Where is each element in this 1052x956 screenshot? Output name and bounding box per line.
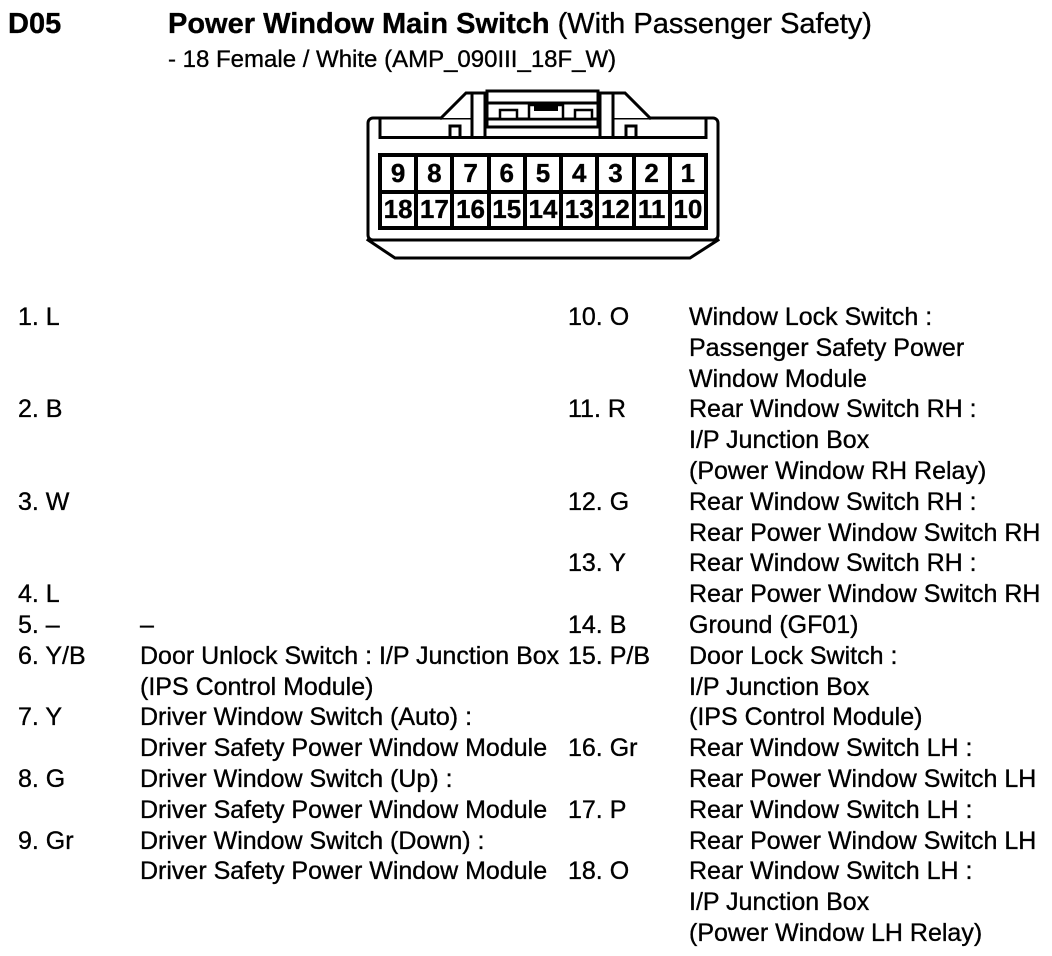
connector-code: D05 [8, 8, 62, 40]
pin-label: 11. R [568, 395, 626, 424]
pin-description-line: Driver Window Switch (Down) : [140, 826, 485, 855]
connector-subtitle: - 18 Female / White (AMP_090III_18F_W) [168, 46, 617, 73]
connector-title: Power Window Main Switch [168, 8, 550, 40]
latch-center-tab-cap [534, 104, 558, 111]
pin-description-line: (IPS Control Module) [689, 703, 923, 732]
pin-label: 1. L [18, 303, 60, 331]
pin-description-line: Driver Safety Power Window Module [140, 795, 548, 824]
connector-pin-grid [378, 153, 708, 230]
pin-cell-3: 3 [597, 155, 633, 192]
pin-description-line: Door Lock Switch : [689, 641, 898, 670]
pin-description-line: (Power Window LH Relay) [689, 919, 983, 947]
pin-description-line: (IPS Control Module) [140, 672, 374, 701]
pin-cell-16: 16 [452, 192, 488, 229]
pin-description-line: Rear Window Switch RH : [689, 395, 977, 424]
pin-label: 8. G [18, 765, 66, 793]
pin-label: 18. O [568, 857, 630, 886]
latch-arm-left [472, 93, 485, 138]
pin-cell-7: 7 [452, 155, 488, 192]
latch-foot-left [500, 110, 517, 119]
pin-description-line: Door Unlock Switch : I/P Junction Box [140, 641, 560, 670]
pin-label: 7. Y [18, 703, 63, 732]
pin-label: 13. Y [568, 549, 626, 578]
pin-cell-6: 6 [489, 155, 525, 192]
pin-description-line: Rear Window Switch RH : [689, 487, 977, 516]
pin-cell-10: 10 [670, 192, 706, 229]
pin-label: 12. G [568, 487, 630, 516]
pin-description-line: Ground (GF01) [689, 611, 859, 639]
pin-cell-11: 11 [634, 192, 670, 229]
pin-cell-15: 15 [489, 192, 525, 229]
pin-label: 14. B [568, 611, 627, 639]
pin-cell-13: 13 [561, 192, 597, 229]
pin-cell-8: 8 [416, 155, 452, 192]
pin-description-line: Window Module [689, 364, 867, 393]
pin-description-line: – [140, 611, 154, 639]
pin-description-line: Rear Power Window Switch RH [689, 518, 1041, 547]
pin-description-line: Rear Window Switch RH : [689, 549, 977, 578]
pin-cell-18: 18 [380, 192, 416, 229]
pin-description-line: Rear Window Switch LH : [689, 734, 973, 763]
pin-description-line: I/P Junction Box [689, 426, 870, 455]
pin-label: 16. Gr [568, 734, 638, 763]
pin-cell-2: 2 [634, 155, 670, 192]
pin-label: 17. P [568, 795, 627, 824]
pin-label: 3. W [18, 487, 70, 516]
pin-label: 6. Y/B [18, 641, 86, 670]
pin-description-line: Rear Power Window Switch RH [689, 580, 1041, 609]
pin-description-line: Driver Safety Power Window Module [140, 734, 548, 763]
pin-label: 10. O [568, 303, 630, 331]
pin-description-line: (Power Window RH Relay) [689, 457, 987, 485]
pin-description-line: I/P Junction Box [689, 672, 870, 701]
pin-description-line: Driver Window Switch (Up) : [140, 765, 453, 793]
pin-cell-1: 1 [670, 155, 706, 192]
latch-foot-right [575, 110, 592, 119]
pin-cell-9: 9 [380, 155, 416, 192]
pin-description-line: Rear Power Window Switch LH [689, 765, 1037, 793]
pin-description-line: I/P Junction Box [689, 888, 870, 917]
pin-description-line: Window Lock Switch : [689, 303, 933, 331]
connector-title-qualifier: (With Passenger Safety) [549, 8, 872, 40]
pin-cell-5: 5 [525, 155, 561, 192]
pin-label: 2. B [18, 395, 63, 424]
pin-description-line: Rear Power Window Switch LH [689, 826, 1037, 855]
pin-description-line: Driver Window Switch (Auto) : [140, 703, 473, 732]
pin-cell-17: 17 [416, 192, 452, 229]
pin-description-line: Rear Window Switch LH : [689, 795, 973, 824]
pin-label: 9. Gr [18, 826, 74, 855]
connector-skirt [368, 240, 718, 258]
pin-cell-4: 4 [561, 155, 597, 192]
pin-label: 15. P/B [568, 641, 650, 670]
pin-label: 4. L [18, 580, 60, 609]
pin-cell-14: 14 [525, 192, 561, 229]
latch-arm-right [600, 93, 613, 138]
pin-label: 5. – [18, 611, 60, 639]
pin-description-line: Rear Window Switch LH : [689, 857, 973, 886]
page-title [168, 8, 872, 41]
pin-cell-12: 12 [597, 192, 633, 229]
pin-description-line: Passenger Safety Power [689, 333, 965, 362]
pin-description-line: Driver Safety Power Window Module [140, 857, 548, 886]
